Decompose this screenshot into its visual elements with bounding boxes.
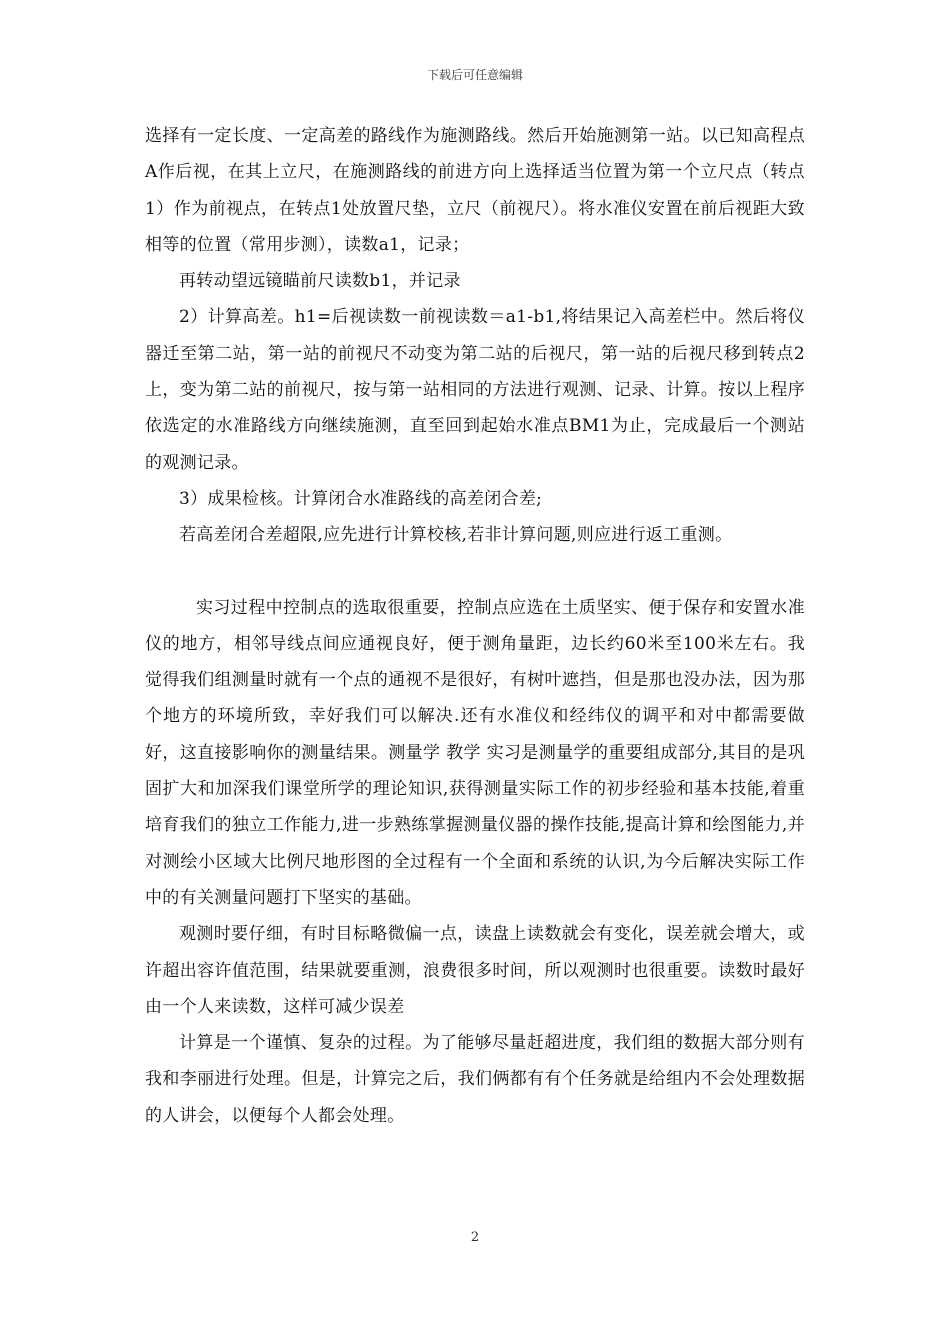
paragraph-read-front-staff: 再转动望远镜瞄前尺读数b1，并记录 <box>179 271 461 292</box>
page-header: 下载后可任意编辑 <box>426 68 523 82</box>
paragraph-route-selection: 选择有一定长度、一定高差的路线作为施测路线。然后开始施测第一站。以已知高程点A作后视，在其上立尺，在施测路线的前进方向上选择适当位置为第一个立尺点（转点1）作为前视点，在转点1处放置尺垫，立尺（前视尺）。将水准仪安置在前后视距大致相等的位置（常用步测），读数a1，记录； <box>145 126 805 255</box>
paragraph-calculation: 计算是一个谨慎、复杂的过程。为了能够尽量赶超进度，我们组的数据大部分则有我和李丽进行处理。但是，计算完之后，我们俩都有有个任务就是给组内不会处理数据的人讲会，以便每个人都会处理。 <box>145 1033 805 1126</box>
paragraph-compute-height-difference: 2）计算高差。h1=后视读数一前视读数＝a1-b1,将结果记入高差栏中。然后将仪器迁至第二站，第一站的前视尺不动变为第二站的后视尺，第一站的后视尺移到转点2上，变为第二站的前视尺，按与第一站相同的方法进行观测、记录、计算。按以上程序依选定的水准路线方向继续施测，直至回到起始水准点BM1为止，完成最后一个测站的观测记录。 <box>145 307 805 473</box>
paragraph-closure-error: 若高差闭合差超限,应先进行计算校核,若非计算问题,则应进行返工重测。 <box>179 525 733 546</box>
paragraph-control-points: 实习过程中控制点的选取很重要，控制点应选在土质坚实、便于保存和安置水准仪的地方，相邻导线点间应通视良好，便于测角量距，边长约60米至100米左右。我觉得我们组测量时就有一个点的通视不是很好，有树叶遮挡，但是那也没办法，因为那个地方的环境所致，幸好我们可以解决.还有水准仪和经纬仪的调平和对中都需要做好，这直接影响你的测量结果。测量学 教学 实习是测量学的重要组成部分,其目的是巩固扩大和加深我们课堂所学的理论知识,获得测量实际工作的初步经验和基本技能,着重培育我们的独立工作能力,进一步熟练掌握测量仪器的操作技能,提高计算和绘图能力,并对测绘小区域大比例尺地形图的全过程有一个全面和系统的认识,为今后解决实际工作中的有关测量问题打下坚实的基础。 <box>145 597 805 908</box>
document-body <box>145 118 805 1134</box>
paragraph-result-check: 3）成果检核。计算闭合水准路线的高差闭合差; <box>179 488 543 509</box>
page-number: 2 <box>470 1230 480 1245</box>
paragraph-observation: 观测时要仔细，有时目标略微偏一点，读盘上读数就会有变化，误差就会增大，或许超出容许值范围，结果就要重测，浪费很多时间，所以观测时也很重要。读数时最好由一个人来读数，这样可减少误差 <box>145 924 805 1017</box>
